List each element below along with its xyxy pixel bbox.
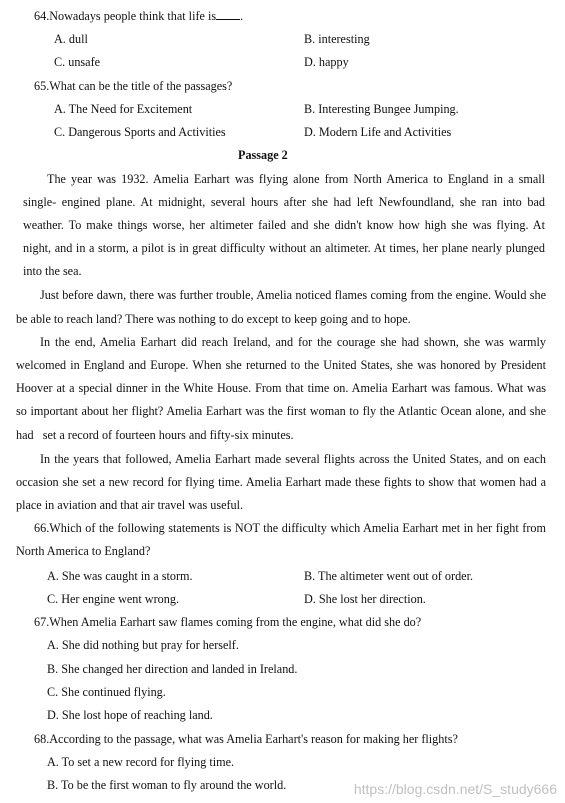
question-66-option-c: C. Her engine went wrong.	[47, 592, 179, 606]
paragraph-4-line: place in aviation and that air travel was useful.	[16, 498, 244, 512]
paragraph-2-line: be able to reach land? There was nothing to do except to keep going and to hope.	[16, 312, 411, 326]
question-67-option-c: C. She continued flying.	[47, 685, 166, 699]
question-67-option-b: B. She changed her direction and landed in Ireland.	[47, 662, 298, 676]
question-64-option-b: B. interesting	[304, 32, 370, 46]
paragraph-3-line: so important about her flight? Amelia Earhart was the first woman to fly the Atlantic Ocean alone, and she	[16, 404, 546, 418]
question-67-option-a: A. She did nothing but pray for herself.	[47, 638, 239, 652]
question-66-option-b: B. The altimeter went out of order.	[304, 569, 473, 583]
answer-blank	[216, 9, 240, 20]
passage-2-heading: Passage 2	[238, 148, 288, 162]
paragraph-1-line: night, and in a storm, a pilot is in great difficulty without an altimeter. At times, her plane nearly plunged	[23, 241, 545, 255]
paragraph-4-line: In the years that followed, Amelia Earhart made several flights across the United States, and on each	[40, 452, 546, 466]
paragraph-3-line: In the end, Amelia Earhart did reach Ireland, and for the courage she had shown, she was warmly	[40, 335, 546, 349]
paragraph-1-line: weather. To make things worse, her altimeter failed and she didn't know how high she was flying. At	[23, 218, 545, 232]
question-64-option-a: A. dull	[54, 32, 88, 46]
question-65-option-c: C. Dangerous Sports and Activities	[54, 125, 226, 139]
question-66-stem-cont: North America to England?	[16, 544, 151, 558]
paragraph-3-line: welcomed in England and Europe. When she returned to the United States, she was honored by President	[16, 358, 546, 372]
watermark: https://blog.csdn.net/S_study666	[353, 781, 557, 797]
question-68-option-a: A. To set a new record for flying time.	[47, 755, 235, 769]
question-65-stem: 65.What can be the title of the passages?	[34, 79, 233, 93]
paragraph-4-line: occasion she set a new record for flying time. Amelia Earhart made these fights to show that women had a	[16, 475, 546, 489]
question-64-text: 64.Nowadays people think that life is	[34, 9, 217, 23]
paragraph-1-line: into the sea.	[23, 264, 82, 278]
question-65-option-b: B. Interesting Bungee Jumping.	[304, 102, 459, 116]
paragraph-1-line: single- engined plane. At midnight, several hours after she had left Newfoundland, she ran into bad	[23, 195, 545, 209]
question-64-option-d: D. happy	[304, 55, 349, 69]
question-68-stem: 68.According to the passage, what was Amelia Earhart's reason for making her flights?	[34, 732, 458, 746]
question-66-option-d: D. She lost her direction.	[304, 592, 426, 606]
paragraph-3-line: Hoover at a special dinner in the White House. From that time on. Amelia Earhart was famous. What was	[16, 381, 546, 395]
paragraph-1-line: The year was 1932. Amelia Earhart was flying alone from North America to England in a small	[47, 172, 545, 186]
question-67-stem: 67.When Amelia Earhart saw flames coming from the engine, what did she do?	[34, 615, 422, 629]
paragraph-2-line: Just before dawn, there was further trouble, Amelia noticed flames coming from the engine. Would she	[40, 288, 546, 302]
question-67-option-d: D. She lost hope of reaching land.	[47, 708, 213, 722]
question-66-option-a: A. She was caught in a storm.	[47, 569, 193, 583]
question-64-option-c: C. unsafe	[54, 55, 101, 69]
question-66-stem: 66.Which of the following statements is NOT the difficulty which Amelia Earhart met in her fight from	[34, 521, 546, 535]
question-68-option-b: B. To be the first woman to fly around the world.	[47, 778, 287, 792]
question-65-option-d: D. Modern Life and Activities	[304, 125, 452, 139]
question-65-option-a: A. The Need for Excitement	[54, 102, 193, 116]
question-64-end: .	[240, 9, 244, 23]
question-64-stem	[34, 8, 243, 24]
paragraph-3-line: had set a record of fourteen hours and fifty-six minutes.	[16, 428, 294, 442]
